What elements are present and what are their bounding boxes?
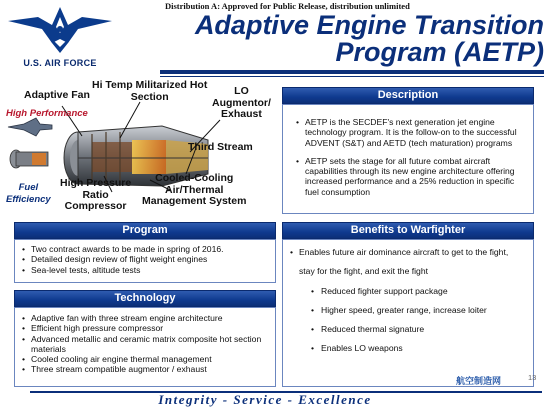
label-high-performance: High Performance xyxy=(6,108,88,119)
engine-graphic-area xyxy=(0,78,280,246)
description-panel xyxy=(282,104,534,214)
watermark: 航空制造网 xyxy=(456,376,502,386)
title-line-1: Adaptive Engine Transition xyxy=(194,10,544,40)
label-hpr-compressor: High Pressure Ratio Compressor xyxy=(60,177,132,212)
label-third-stream: Third Stream xyxy=(188,141,253,153)
list-item: • Sea-level tests, altitude tests xyxy=(21,265,269,275)
label-adaptive-fan: Adaptive Fan xyxy=(24,89,90,101)
list-item: • Reduced fighter support package xyxy=(283,286,533,296)
list-item: • Advanced metallic and ceramic matrix composite hot section materials xyxy=(21,334,269,355)
program-panel xyxy=(14,239,276,283)
benefits-header: Benefits to Warfighter xyxy=(282,222,534,239)
air-force-wings-icon xyxy=(8,3,112,59)
benefits-intro-line-2: stay for the fight, and exit the fight xyxy=(299,266,428,277)
list-item: • Efficient high pressure compressor xyxy=(21,323,269,333)
list-item: • AETP sets the stage for all future combat aircraft capabilities through its new engine architecture offering increased performance and a 25% reduction in specific fuel consumption xyxy=(295,156,525,197)
technology-panel xyxy=(14,307,276,387)
label-fuel-efficiency: Fuel Efficiency xyxy=(6,182,51,205)
label-cooled-cooling: Cooled-Cooling Air/Thermal Management System xyxy=(142,172,247,207)
program-header: Program xyxy=(14,222,276,239)
list-item: • Enables LO weapons xyxy=(283,343,533,353)
list-item: • Adaptive fan with three stream engine architecture xyxy=(21,313,269,323)
label-lo-augmentor: LO Augmentor/ Exhaust xyxy=(212,85,271,120)
title-line-2: Program (AETP) xyxy=(335,37,544,67)
title-divider xyxy=(160,70,544,74)
technology-list xyxy=(15,308,275,375)
list-item: • Two contract awards to be made in spring of 2016. xyxy=(21,244,269,254)
page-title xyxy=(160,12,544,66)
description-list xyxy=(283,105,533,197)
org-name: U.S. AIR FORCE xyxy=(23,58,97,68)
list-item: • Cooled cooling air engine thermal management xyxy=(21,354,269,364)
list-item: • Three stream compatible augmentor / exhaust xyxy=(21,364,269,374)
list-item: • AETP is the SECDEF's next generation jet engine technology program. It is the follow-on to the successful ADVENT (S&T) and AETD (tech maturation) programs xyxy=(295,117,525,148)
list-item xyxy=(289,247,527,277)
list-item: • Reduced thermal signature xyxy=(283,324,533,334)
footer-motto: Integrity - Service - Excellence xyxy=(158,392,372,407)
distribution-statement: Distribution A: Approved for Public Release, distribution unlimited xyxy=(165,1,410,11)
list-item: • Detailed design review of flight weight engines xyxy=(21,254,269,264)
benefits-intro-list xyxy=(283,240,533,277)
title-divider-thin xyxy=(160,76,544,77)
list-item: • Higher speed, greater range, increase loiter xyxy=(283,305,533,315)
benefits-panel xyxy=(282,239,537,387)
label-hi-temp: Hi Temp Militarized Hot Section xyxy=(92,79,208,103)
program-list xyxy=(15,240,275,275)
page-number: 13 xyxy=(528,373,537,382)
benefits-intro-line-1: Enables future air dominance aircraft to get to the fight, xyxy=(299,247,509,257)
benefits-sub-list xyxy=(283,286,533,354)
description-header: Description xyxy=(282,87,534,104)
technology-header: Technology xyxy=(14,290,276,307)
